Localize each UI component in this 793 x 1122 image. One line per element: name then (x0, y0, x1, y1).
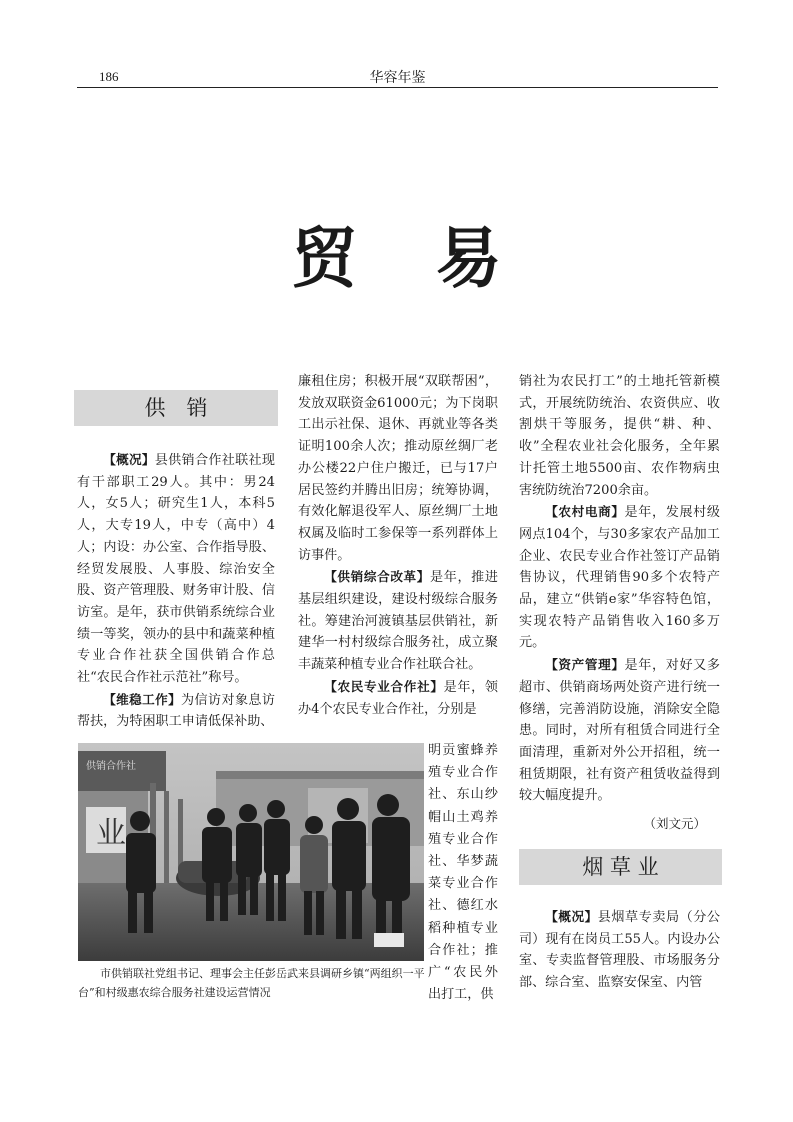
paragraph-tobacco-overview: 【概况】县烟草专卖局（分公司）现有在岗员工55人。内设办公室、专卖监督管理股、市场服务分部、综合室、监察安保室、内管 (519, 909, 721, 991)
column-2 (298, 371, 498, 720)
photo-caption: 市供销联社党组书记、理事会主任彭岳武来县调研乡镇“两组织一平台”和村级惠农综合服务社建设运营情况 (78, 967, 425, 999)
keyword: 【概况】 (545, 909, 598, 924)
paragraph-reform: 【供销综合改革】是年，推进基层组织建设，建设村级综合服务社。筹建治河渡镇基层供销社，新建华一村村级综合服务社，成立聚丰蔬菜种植专业合作社联合社。 (298, 569, 498, 673)
paragraph-overview: 【概况】县供销合作社联社现有干部职工29人。其中：男24人，女5人；研究生1人，本科5人，大专19人，中专（高中）4人；内设：办公室、合作指导股、经贸发展股、人事股、综治安全股、资产管理股、财务审计股、信访室。是年，获市供销系统综合业绩一等奖，领办的县中和蔬菜种植专业合作社获全国供销合作总社“农民合作社示范社”称号。 (77, 452, 276, 686)
column-1 (77, 449, 275, 733)
section-heading-supply: 供 销 (74, 390, 278, 426)
paragraph-assets: 【资产管理】是年，对好又多超市、供销商场两处资产进行统一修缮，完善消防设施，消除安全隐患。同时，对所有租赁合同进行全面清理，重新对外公开招租，统一租赁期限，社有资产租赁收益得到较大幅度提升。 (519, 657, 720, 804)
header-rule (77, 87, 718, 88)
keyword: 【资产管理】 (545, 657, 625, 673)
photo-image (78, 743, 424, 961)
keyword: 【维稳工作】 (103, 691, 182, 707)
keyword: 【供销综合改革】 (324, 569, 430, 585)
page-number: 186 (99, 69, 119, 84)
section-heading-tobacco: 烟 草 业 (519, 849, 722, 885)
keyword: 【概况】 (103, 452, 155, 467)
keyword: 【农村电商】 (545, 504, 625, 520)
paragraph-cooperatives: 【农民专业合作社】是年，领办4个农民专业合作社，分别是 (298, 678, 499, 717)
author-credit: （刘文元） (643, 816, 706, 832)
column-3-tobacco (519, 906, 720, 994)
paragraph-cooperatives-end: 销社为农民打工”的土地托管新模式，开展统防统治、农资供应、收割烘干等服务，提供“耕、种、收”全程农业社会化服务，全年累计托管土地5500亩、农作物病虫害统防统治7200余亩。 (519, 374, 720, 498)
paragraph-stability-cont: 廉租住房；积极开展“双联帮困”，发放双联资金61000元；为下岗职工出示社保、退休、再就业等各类证明100余人次；推动原丝绸厂老办公楼22户住户搬迁，已与17户居民签约并腾出旧房；统筹协调，有效化解退役军人、原丝绸厂土地权属及临时工参保等一系列群体上访事件。 (298, 374, 498, 563)
running-header (77, 66, 718, 88)
banner-text: 供销合作社 (86, 761, 136, 772)
keyword: 【农民专业合作社】 (324, 678, 444, 694)
paragraph-ecommerce: 【农村电商】是年，发展村级网点104个，与30多家农产品加工企业、农民专业合作社签订产品销售协议，代理销售90多个农特产品，建立“供销e家”华容特色馆，实现农特产品销售收入160多万元。 (519, 504, 720, 651)
book-title: 华容年鉴 (369, 70, 426, 86)
photo (78, 743, 424, 961)
column-3 (519, 371, 720, 835)
paragraph-cooperatives-cont: 明贡蜜蜂养殖专业合作社、东山纱帽山土鸡养殖专业合作社、华梦蔬菜专业合作社、德红水稻种植专业合作社；推广“农民外出打工，供 (428, 743, 498, 1003)
sign-text: 业 (96, 816, 126, 851)
chapter-title: 贸易 (291, 219, 580, 297)
paragraph-stability: 【维稳工作】为信访对象息访帮扶，为特困职工申请低保补助、 (77, 691, 275, 730)
